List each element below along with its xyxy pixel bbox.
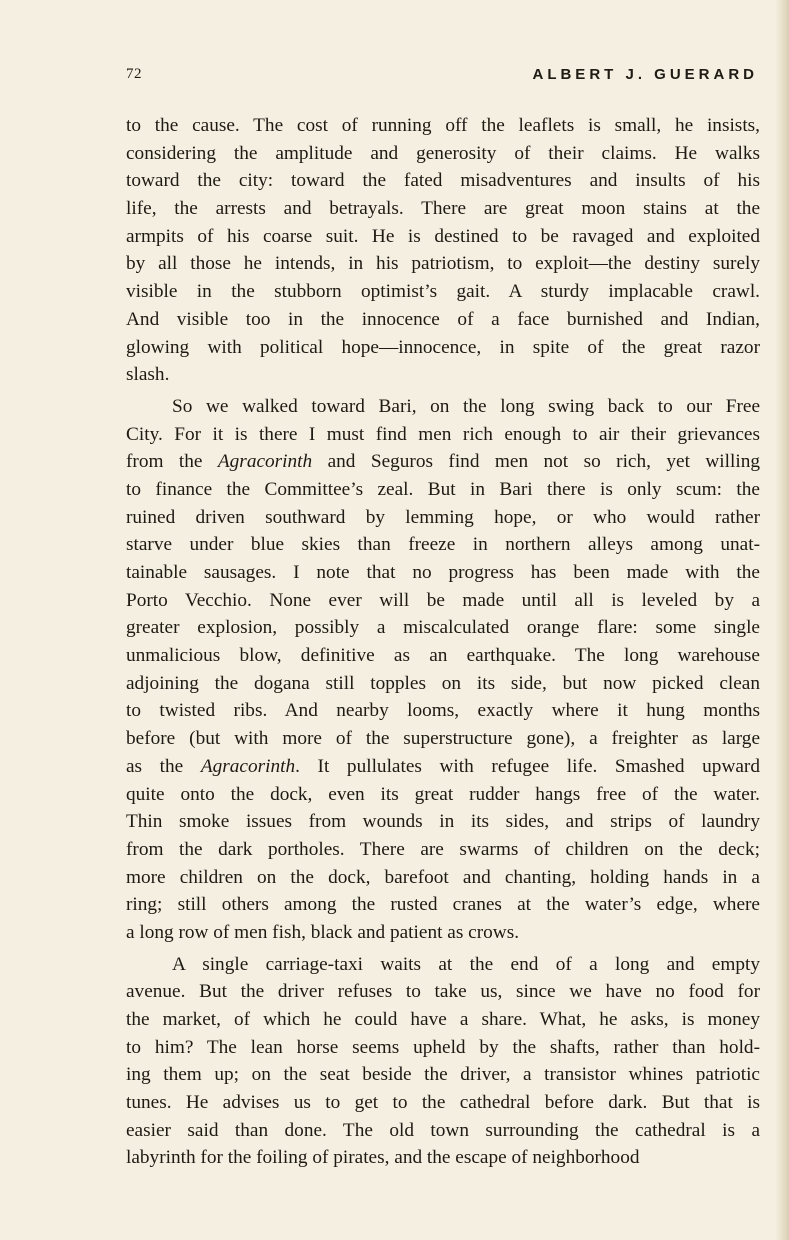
text-line xyxy=(126,808,760,836)
text-line xyxy=(126,891,760,919)
text-segment: unmalicious blow, definitive as an earthquake. The long warehouse xyxy=(126,645,760,667)
text-segment: from the xyxy=(126,451,218,473)
text-line xyxy=(126,697,760,725)
text-line xyxy=(126,361,760,389)
text-line xyxy=(126,614,760,642)
text-segment: to finance the Committee’s zeal. But in Bari there is only scum: the xyxy=(126,478,760,500)
text-segment: to twisted ribs. And nearby looms, exactly where it hung months xyxy=(126,700,760,722)
text-segment: Porto Vecchio. None ever will be made until all is leveled by a xyxy=(126,589,760,611)
text-line xyxy=(126,167,760,195)
text-segment: by all those he intends, in his patriotism, to exploit—the destiny surely xyxy=(126,253,760,275)
text-line xyxy=(126,978,760,1006)
text-line xyxy=(126,195,760,223)
text-line xyxy=(126,476,760,504)
text-line xyxy=(126,559,760,587)
text-segment: and Seguros find men not so rich, yet willing xyxy=(312,451,760,473)
text-segment: labyrinth for the foiling of pirates, and the escape of neighborhood xyxy=(126,1147,640,1169)
text-line xyxy=(126,306,760,334)
text-segment: before (but with more of the superstructure gone), a freighter as large xyxy=(126,728,760,750)
text-segment: greater explosion, possibly a miscalculated orange flare: some single xyxy=(126,617,760,639)
text-line xyxy=(126,1089,760,1117)
text-segment: easier said than done. The old town surrounding the cathedral is a xyxy=(126,1119,760,1141)
text-line xyxy=(126,334,760,362)
text-line xyxy=(126,753,760,781)
text-segment: ruined driven southward by lemming hope, or who would rather xyxy=(126,506,760,528)
text-line xyxy=(126,919,760,947)
text-segment: tunes. He advises us to get to the cathedral before dark. But that is xyxy=(126,1092,760,1114)
page-edge-shadow xyxy=(775,0,789,1240)
text-segment: toward the city: toward the fated misadventures and insults of his xyxy=(126,170,760,192)
text-line xyxy=(126,278,760,306)
page-number: 72 xyxy=(126,66,142,82)
text-segment: visible in the stubborn optimist’s gait. A sturdy implacable crawl. xyxy=(126,281,760,303)
text-line xyxy=(126,250,760,278)
text-segment: So we walked toward Bari, on the long swing back to our Free xyxy=(172,395,760,417)
text-line xyxy=(126,951,760,979)
paragraph-2 xyxy=(126,393,760,947)
text-segment: armpits of his coarse suit. He is destined to be ravaged and exploited xyxy=(126,225,760,247)
text-line xyxy=(126,642,760,670)
italic-title: Agracorinth xyxy=(200,755,296,777)
text-line xyxy=(126,587,760,615)
text-line xyxy=(126,725,760,753)
text-segment: to the cause. The cost of running off the leaflets is small, he insists, xyxy=(126,115,760,136)
text-line xyxy=(126,781,760,809)
text-line xyxy=(126,1144,760,1172)
text-segment: starve under blue skies than freeze in northern alleys among unat- xyxy=(126,534,760,556)
text-segment: avenue. But the driver refuses to take us, since we have no food for xyxy=(126,981,760,1003)
text-segment: the market, of which he could have a share. What, he asks, is money xyxy=(126,1009,760,1030)
text-line xyxy=(126,1034,760,1062)
text-segment: . It pullulates with refugee life. Smashed upward xyxy=(295,755,760,777)
text-line xyxy=(126,1006,760,1034)
page-header xyxy=(126,66,758,92)
text-segment: from the dark portholes. There are swarms of children on the deck; xyxy=(126,838,760,860)
text-segment: life, the arrests and betrayals. There are great moon stains at the xyxy=(126,198,760,220)
body-text xyxy=(126,112,760,1172)
text-line xyxy=(126,421,760,449)
text-segment: quite onto the dock, even its great rudder hangs free of the water. xyxy=(126,783,760,805)
paragraph-1 xyxy=(126,112,760,389)
text-line xyxy=(126,112,760,140)
text-line xyxy=(126,393,760,421)
text-segment: tainable sausages. I note that no progress has been made with the xyxy=(126,562,760,583)
text-line xyxy=(126,836,760,864)
text-segment: ing them up; on the seat beside the driver, a transistor whines patriotic xyxy=(126,1064,760,1086)
text-segment: Thin smoke issues from wounds in its sides, and strips of laundry xyxy=(126,811,760,833)
text-segment: a long row of men fish, black and patient as crows. xyxy=(126,921,520,943)
text-line xyxy=(126,140,760,168)
text-line xyxy=(126,670,760,698)
text-segment: City. For it is there I must find men rich enough to air their grievances xyxy=(126,423,760,445)
running-head: ALBERT J. GUERARD xyxy=(532,66,758,83)
text-segment: ring; still others among the rusted cranes at the water’s edge, where xyxy=(126,894,760,916)
italic-title: Agracorinth xyxy=(217,451,313,473)
text-line xyxy=(126,531,760,559)
text-line xyxy=(126,864,760,892)
text-line xyxy=(126,1117,760,1145)
text-segment: A single carriage-taxi waits at the end of a long and empty xyxy=(172,953,760,975)
text-segment: to him? The lean horse seems upheld by the shafts, rather than hold- xyxy=(126,1036,760,1058)
text-line xyxy=(126,1061,760,1089)
text-line xyxy=(126,448,760,476)
text-line xyxy=(126,504,760,532)
text-segment: slash. xyxy=(126,364,170,386)
text-segment: And visible too in the innocence of a face burnished and Indian, xyxy=(126,308,760,330)
text-segment: more children on the dock, barefoot and chanting, holding hands in a xyxy=(126,866,760,888)
text-segment: glowing with political hope—innocence, in spite of the great razor xyxy=(126,336,760,358)
text-segment: considering the amplitude and generosity of their claims. He walks xyxy=(126,142,760,164)
text-segment: adjoining the dogana still topples on its side, but now picked clean xyxy=(126,672,760,694)
text-segment: as the xyxy=(126,755,201,777)
text-line xyxy=(126,223,760,251)
paragraph-3 xyxy=(126,951,760,1173)
